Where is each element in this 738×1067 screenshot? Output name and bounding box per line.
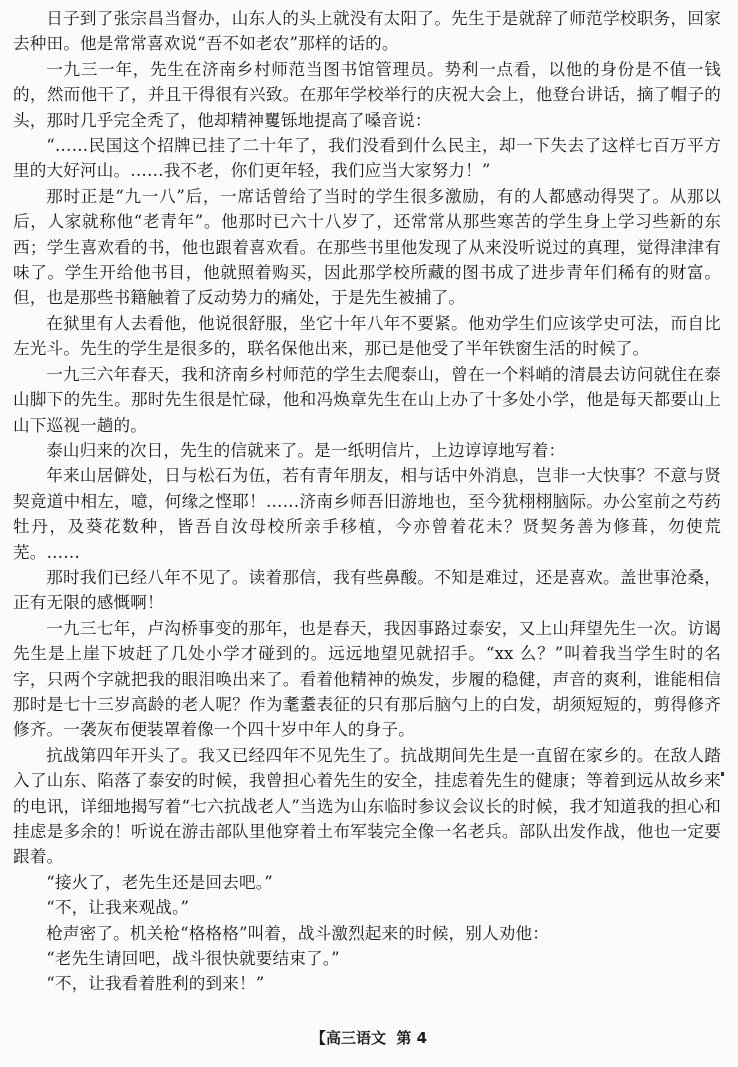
paragraph: 在狱里有人去看他，他说很舒服，坐它十年八年不要紧。他劝学生们应该学史可法，而自比左光斗。先生的学生是很多的，联名保他出来，那已是他受了半年铁窗生活的时候了。 (13, 313, 721, 359)
paragraph: 枪声密了。机关枪“格格格”叫着，战斗激烈起来的时候，别人劝他： (46, 923, 550, 943)
paragraph: 泰山归来的次日，先生的信就来了。是一纸明信片，上边谆谆地写着： (46, 440, 566, 460)
dialogue-line: “不，让我看着胜利的到来！” (46, 974, 265, 994)
dialogue-line: “接火了，老先生还是回去吧。” (46, 872, 273, 892)
article-body (13, 6, 721, 997)
footer-page-number: 第 4 (396, 1029, 428, 1047)
dialogue-line: “老先生请回吧，战斗很快就要结束了。” (46, 949, 340, 969)
paragraph: 一九三一年，先生在济南乡村师范当图书馆管理员。势利一点看，以他的身份是不值一钱的，然而他干了，并且干得很有兴致。在那年学校举行的庆祝大会上，他登台讲话，摘了帽子的头，那时几乎完全秃了，他却精神矍铄地提高了嗓音说： (13, 59, 721, 130)
footer-subject: 高三语文 (325, 1029, 386, 1047)
paragraph: 日子到了张宗昌当督办，山东人的头上就没有太阳了。先生于是就辞了师范学校职务，回家去种田。他是常常喜欢说“吾不如老农”那样的话的。 (13, 9, 721, 54)
page-footer (0, 1027, 738, 1048)
dialogue-line: “不，让我来观战。” (46, 898, 190, 918)
paragraph: 那时我们已经八年不见了。读着那信，我有些鼻酸。不知是难过，还是喜欢。盖世事沧桑，正有无限的感慨啊！ (13, 567, 721, 613)
scan-speck (721, 772, 724, 776)
paragraph: “……民国这个招牌已挂了二十年了，我们没看到什么民主，却一下失去了这样七百万平方里的大好河山。……我不老，你们更年轻，我们应当大家努力！” (13, 136, 721, 181)
quoted-letter: 年来山居僻处，日与松石为伍，若有青年朋友，相与话中外消息，岂非一大快事？不意与贤契竟道中相左，噫，何缘之悭耶！……济南乡师吾旧游地也，至今犹栩栩脑际。办公室前之芍药牡丹，及葵花数种，皆吾自汝母校所亲手移植，今亦曾着花未？贤契务善为修葺，勿使荒芜。…… (13, 466, 721, 562)
paragraph: 那时正是“九一八”后，一席话曾给了当时的学生很多激励，有的人都感动得哭了。从那以后，人家就称他“老青年”。他那时已六十八岁了，还常常从那些寒苦的学生身上学习些新的东西；学生喜欢看的书，他也跟着喜欢看。在那些书里他发现了从来没听说过的真理，觉得津津有味了。学生开给他书目，他就照着购买，因此那学校所藏的图书成了进步青年们稀有的财富。但，也是那些书籍触着了反动势力的痛处，于是先生被捕了。 (13, 186, 721, 308)
paragraph: 抗战第四年开头了。我又已经四年不见先生了。抗战期间先生是一直留在家乡的。在敌人踏入了山东、陷落了泰安的时候，我曾担心着先生的安全，挂虑着先生的健康；等着到远从故乡来的电讯，详细地揭写着“七六抗战老人”当选为山东临时参议会议长的时候，我才知道我的担心和挂虑是多余的！听说在游击部队里他穿着土布军装完全像一名老兵。部队出发作战，他也一定要跟着。 (13, 745, 721, 867)
paragraph: 一九三七年，卢沟桥事变的那年，也是春天，我因事路过泰安，又上山拜望先生一次。访谒先生是上崖下坡赶了几处小学才碰到的。远远地望见就招手。“xx 么？”叫着我当学生时的名字，只两个字就把我的眼泪唤出来了。看着他精神的焕发，步履的稳健，声音的爽利，谁能相信那时是七十三岁高龄的老人呢？作为耄耋表征的只有那后脑勺上的白发，胡须短短的，剪得修齐修齐。一袭灰布便装罩着像一个四十岁中年人的身子。 (13, 618, 721, 740)
footer-bracket: 【 (310, 1029, 326, 1047)
paragraph: 一九三六年春天，我和济南乡村师范的学生去爬泰山，曾在一个料峭的清晨去访问就住在泰山脚下的先生。那时先生很是忙碌，他和冯焕章先生在山上办了十多处小学，他是每天都要山上山下巡视一趟的。 (13, 364, 721, 435)
